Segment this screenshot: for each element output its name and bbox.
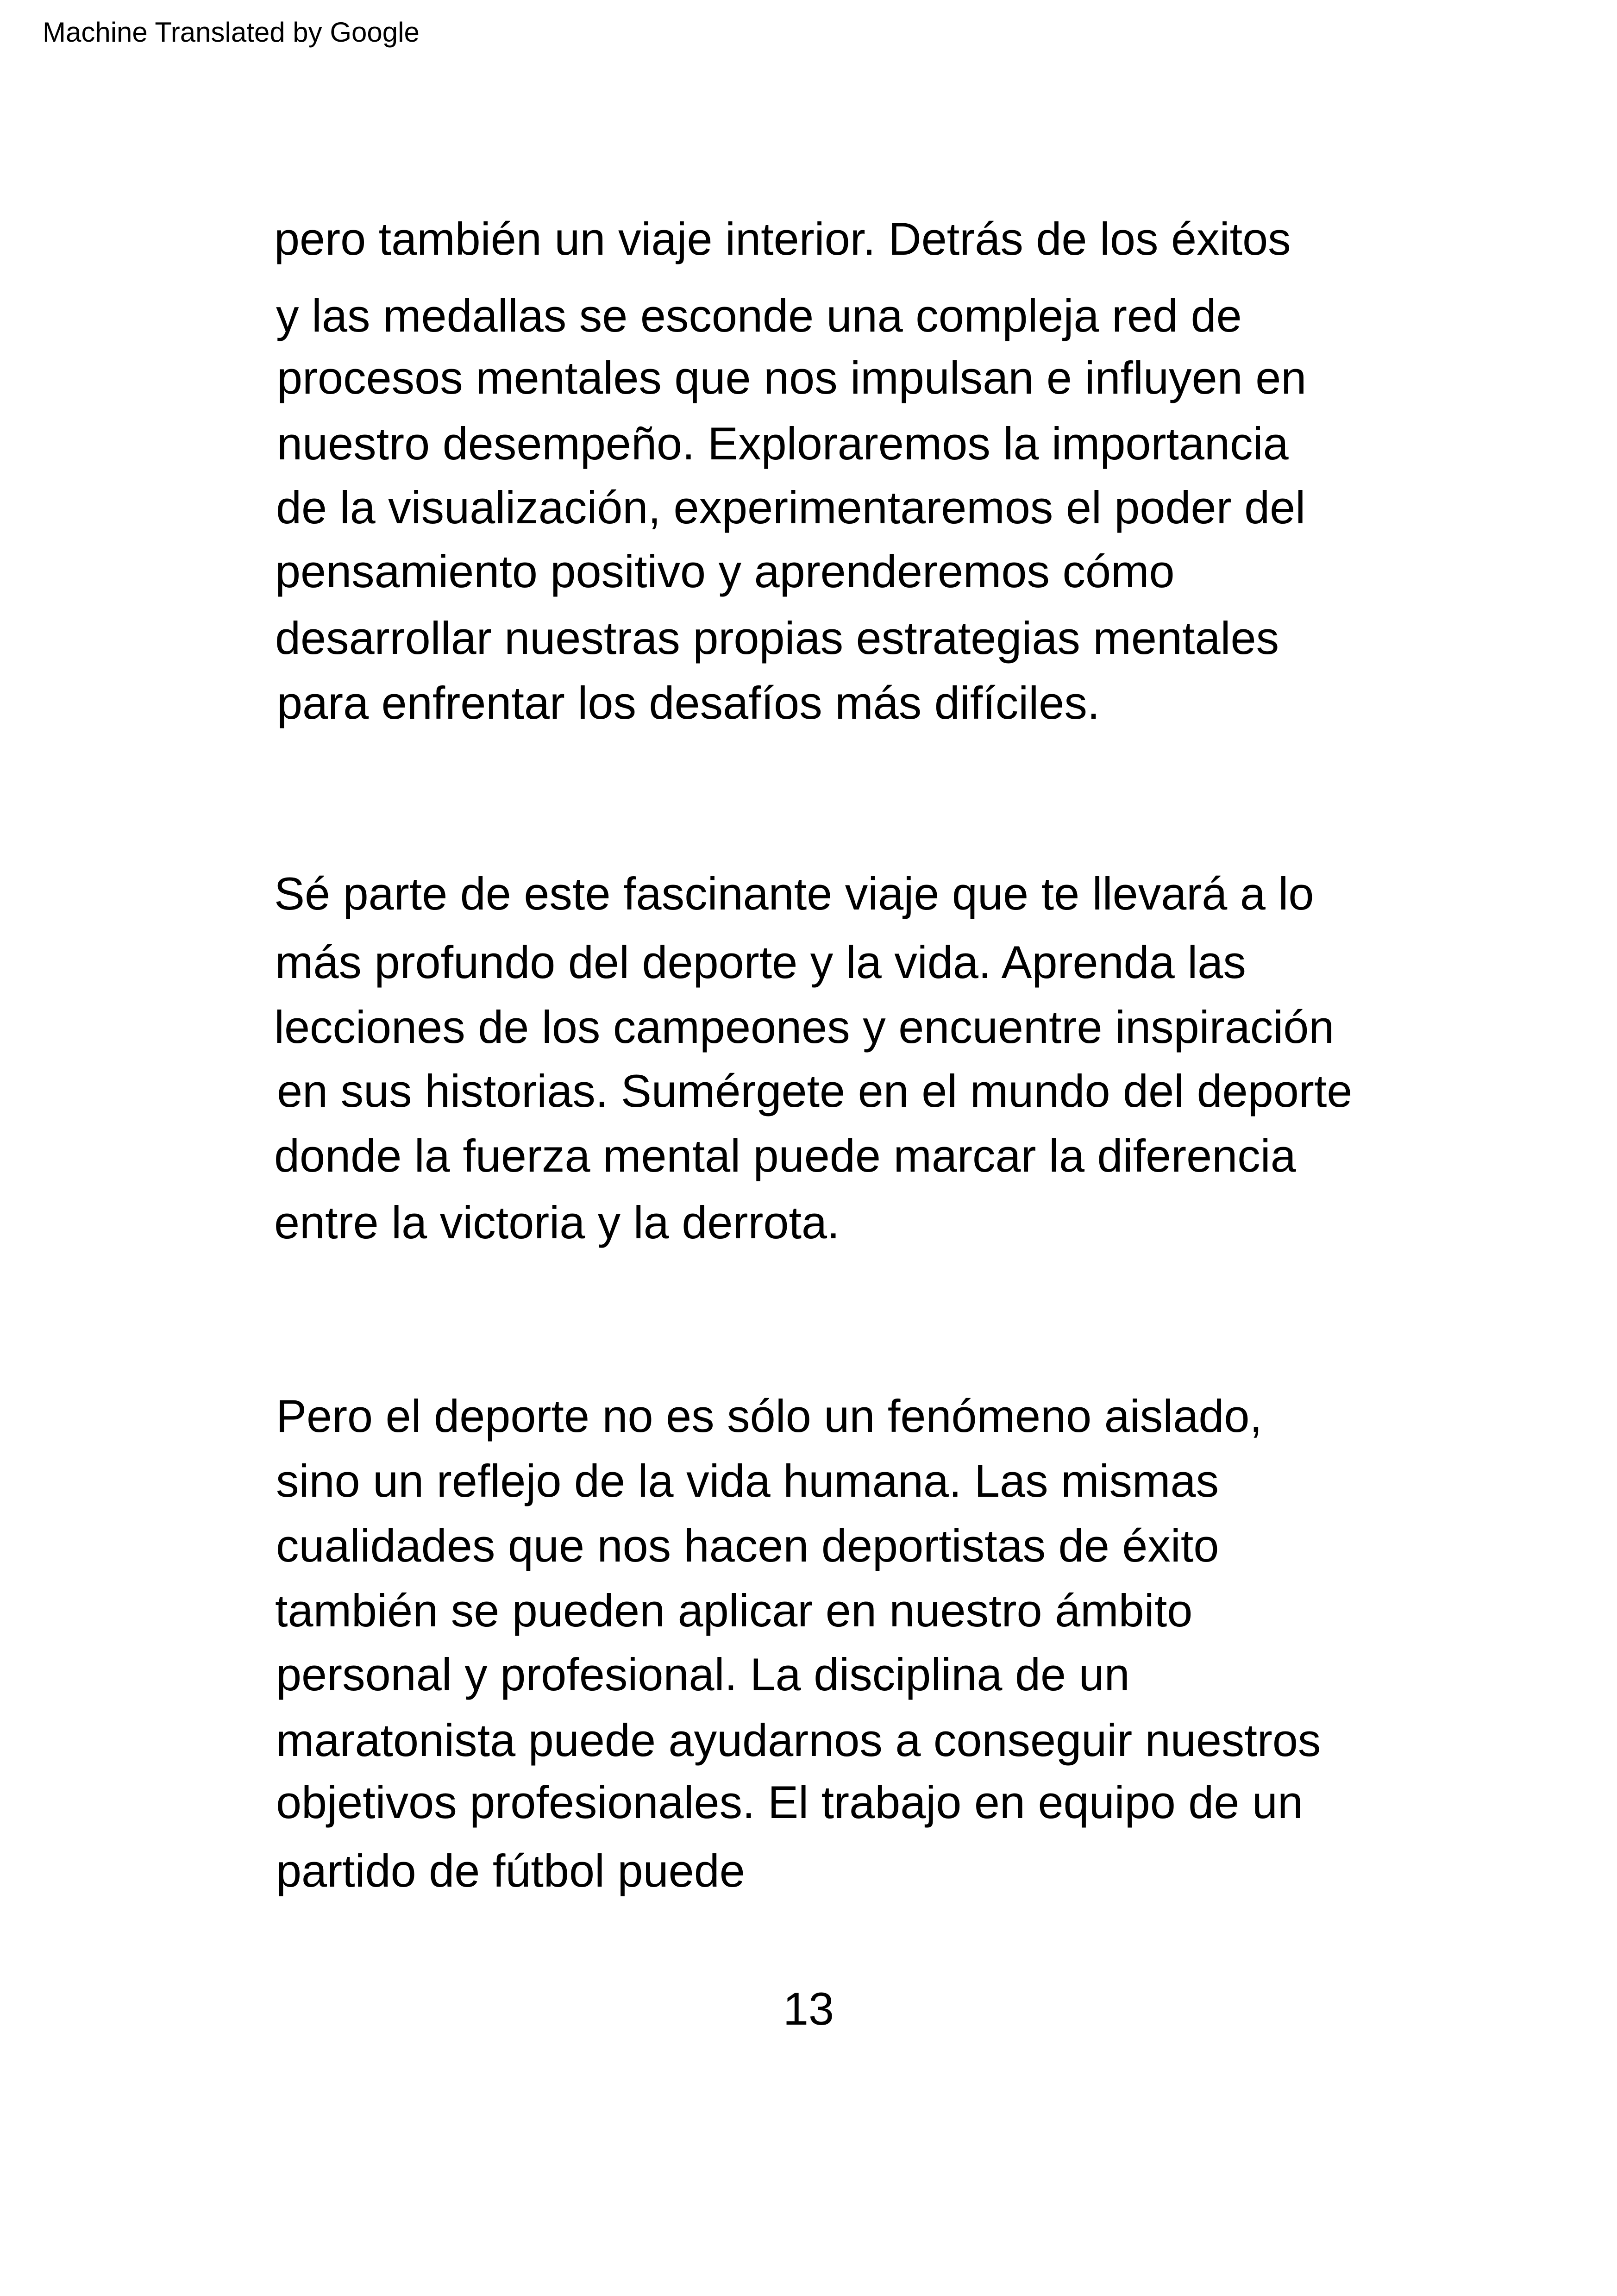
text-line: partido de fútbol puede xyxy=(276,1845,745,1896)
text-line: procesos mentales que nos impulsan e influyen en xyxy=(277,352,1307,403)
text-line: entre la victoria y la derrota. xyxy=(274,1197,840,1248)
text-line: de la visualización, experimentaremos el poder del xyxy=(276,482,1306,533)
text-line: pero también un viaje interior. Detrás de los éxitos xyxy=(274,213,1291,264)
translation-header: Machine Translated by Google xyxy=(43,17,420,48)
text-line: objetivos profesionales. El trabajo en equipo de un xyxy=(276,1776,1304,1828)
text-line: sino un reflejo de la vida humana. Las mismas xyxy=(276,1455,1219,1506)
text-line: más profundo del deporte y la vida. Aprenda las xyxy=(275,936,1246,988)
text-line: cualidades que nos hacen deportistas de éxito xyxy=(276,1520,1219,1571)
text-line: Pero el deporte no es sólo un fenómeno aislado, xyxy=(276,1390,1262,1442)
page-number: 13 xyxy=(783,1983,834,2034)
text-line: maratonista puede ayudarnos a conseguir nuestros xyxy=(276,1714,1321,1766)
text-line: y las medallas se esconde una compleja red de xyxy=(276,290,1242,341)
text-line: en sus historias. Sumérgete en el mundo del deporte xyxy=(277,1065,1353,1117)
text-line: Sé parte de este fascinante viaje que te llevará a lo xyxy=(274,868,1314,919)
text-line: pensamiento positivo y aprenderemos cómo xyxy=(275,546,1175,597)
text-line: lecciones de los campeones y encuentre inspiración xyxy=(274,1001,1335,1053)
text-line: desarrollar nuestras propias estrategias mentales xyxy=(275,612,1279,664)
text-line: también se pueden aplicar en nuestro ámbito xyxy=(275,1585,1193,1636)
text-line: personal y profesional. La disciplina de un xyxy=(276,1649,1130,1700)
text-line: donde la fuerza mental puede marcar la diferencia xyxy=(274,1130,1296,1181)
text-line: para enfrentar los desafíos más difíciles. xyxy=(277,677,1100,728)
text-line: nuestro desempeño. Exploraremos la importancia xyxy=(277,418,1289,469)
